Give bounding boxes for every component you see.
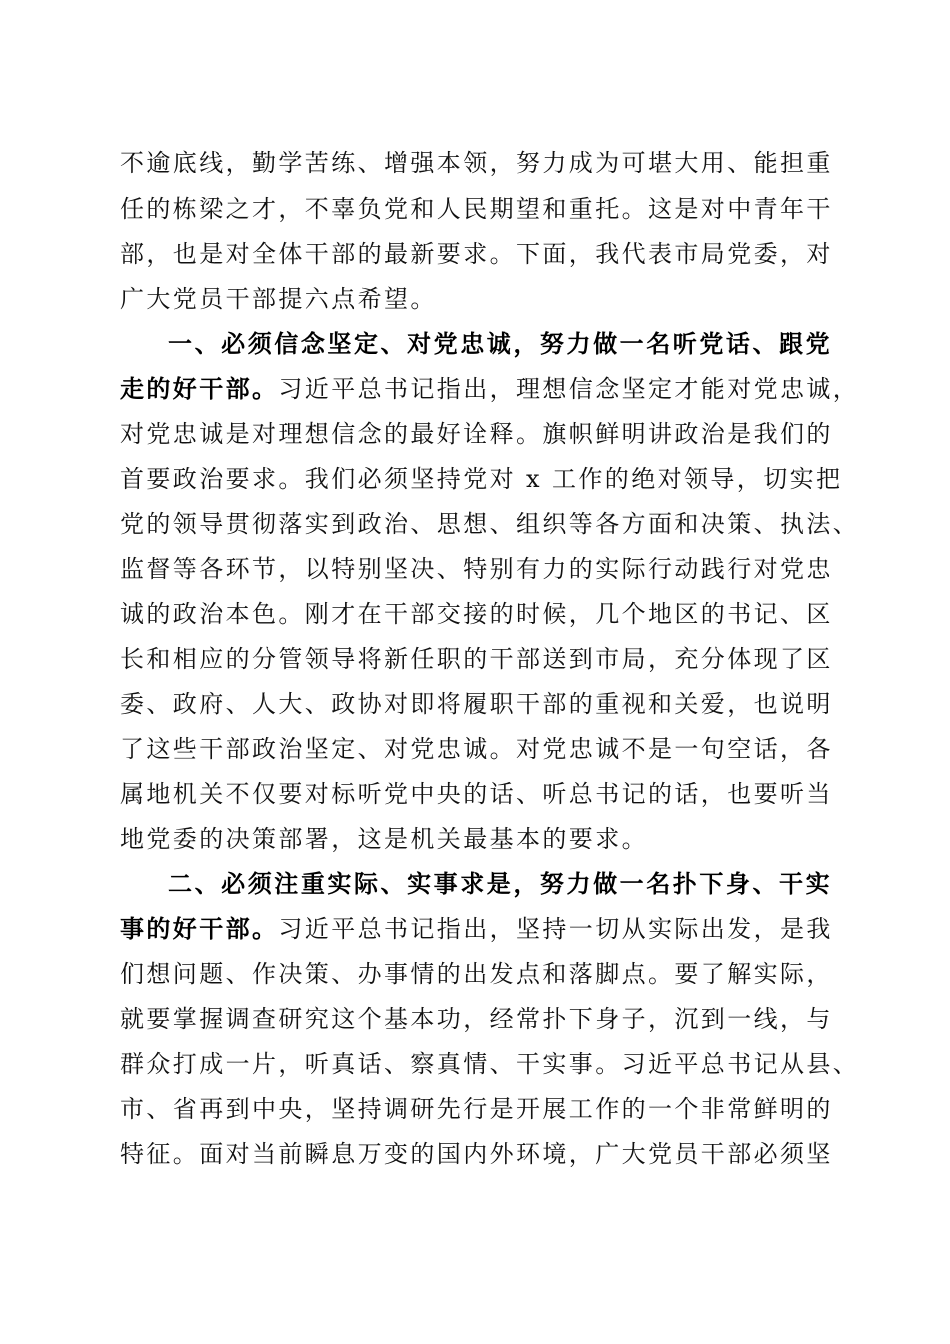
body-text: 群众打成一片，听真话、察真情、干实事。习近平总书记从县、 [120, 1050, 860, 1078]
paragraph-line [120, 909, 832, 949]
paragraph-line [120, 639, 832, 679]
paragraph-line [120, 414, 832, 454]
body-text: 首要政治要求。我们必须坚持党对 x 工作的绝对领导，切实把 [120, 465, 843, 493]
body-text: 诚的政治本色。刚才在干部交接的时候，几个地区的书记、区 [120, 600, 833, 628]
paragraph-line [120, 369, 860, 409]
body-text: 习近平总书记指出，理想信念坚定才能对党忠诚， [278, 375, 860, 403]
body-text: 对党忠诚是对理想信念的最好诠释。旗帜鲜明讲政治是我们的 [120, 420, 833, 448]
body-text: 不逾底线，勤学苦练、增强本领，努力成为可堪大用、能担重 [120, 149, 833, 177]
paragraph-line [120, 999, 832, 1039]
paragraph-line [120, 819, 832, 859]
body-text: 委、政府、人大、政协对即将履职干部的重视和关爱，也说明 [120, 690, 833, 718]
paragraph-line [120, 684, 832, 724]
paragraph-line [120, 234, 832, 274]
body-text: 市、省再到中央，坚持调研先行是开展工作的一个非常鲜明的 [120, 1095, 833, 1123]
body-text: 特征。面对当前瞬息万变的国内外环境，广大党员干部必须坚 [120, 1140, 833, 1168]
section-heading-1-end: 走的好干部。 [120, 375, 279, 403]
paragraph-line [120, 549, 832, 589]
body-text: 属地机关不仅要对标听党中央的话、听总书记的话，也要听当 [120, 780, 833, 808]
paragraph-line [120, 279, 832, 319]
body-text: 党的领导贯彻落实到政治、思想、组织等各方面和决策、执法、 [120, 510, 860, 538]
body-text: 地党委的决策部署，这是机关最基本的要求。 [120, 825, 648, 853]
section-heading-1: 一、必须信念坚定、对党忠诚，努力做一名听党话、跟党 [168, 330, 832, 358]
paragraph-line [120, 1089, 832, 1129]
body-text: 长和相应的分管领导将新任职的干部送到市局，充分体现了区 [120, 645, 833, 673]
body-text: 了这些干部政治坚定、对党忠诚。对党忠诚不是一句空话，各 [120, 735, 833, 763]
paragraph-line [120, 459, 843, 499]
body-text: 监督等各环节，以特别坚决、特别有力的实际行动践行对党忠 [120, 555, 833, 583]
paragraph-line [120, 143, 832, 183]
body-text: 部，也是对全体干部的最新要求。下面，我代表市局党委，对 [120, 240, 833, 268]
paragraph-line [120, 774, 832, 814]
paragraph-line [120, 954, 832, 994]
section-heading-2-end: 事的好干部。 [120, 915, 279, 943]
paragraph-line [120, 504, 860, 544]
body-text: 们想问题、作决策、办事情的出发点和落脚点。要了解实际， [120, 960, 833, 988]
paragraph-line [120, 594, 832, 634]
section-heading-line [168, 864, 832, 904]
body-text: 就要掌握调查研究这个基本功，经常扑下身子，沉到一线，与 [120, 1005, 833, 1033]
section-heading-2: 二、必须注重实际、实事求是，努力做一名扑下身、干实 [168, 870, 832, 898]
paragraph-line [120, 1044, 860, 1084]
paragraph-line [120, 1134, 832, 1174]
body-text: 习近平总书记指出，坚持一切从实际出发，是我 [278, 915, 833, 943]
body-text: 任的栋梁之才，不辜负党和人民期望和重托。这是对中青年干 [120, 195, 833, 223]
paragraph-line [120, 189, 832, 229]
paragraph-line [120, 729, 832, 769]
body-text: 广大党员干部提六点希望。 [120, 285, 437, 313]
section-heading-line [168, 324, 832, 364]
